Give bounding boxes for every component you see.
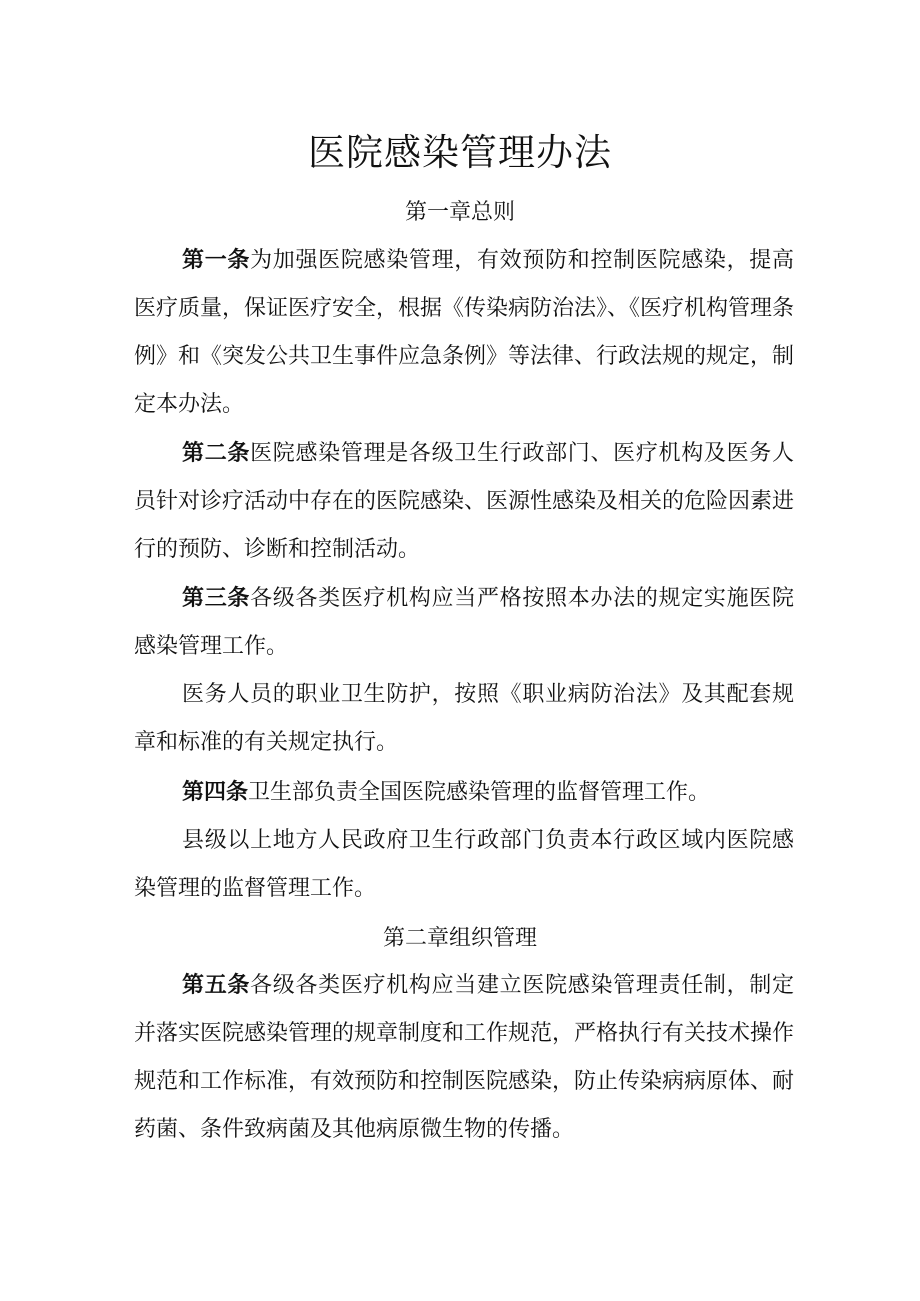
article-text: 各级各类医疗机构应当建立医院感染管理责任制，制定并落实医院感染管理的规章制度和工作规范，严格执行有关技术操作规范和工作标准，有效预防和控制医院感染，防止传染病病原体、耐药菌、条件致病菌及其他病原微生物的传播。 xyxy=(134,973,795,1142)
article-3 xyxy=(134,575,794,671)
article-label: 第五条 xyxy=(182,973,251,998)
article-2 xyxy=(134,430,794,574)
article-5 xyxy=(134,962,794,1154)
article-label: 第四条 xyxy=(182,780,249,805)
article-label: 第一条 xyxy=(182,248,251,273)
article-4 xyxy=(134,769,794,817)
document-title: 医院感染管理办法 xyxy=(308,131,612,174)
article-text: 为加强医院感染管理，有效预防和控制医院感染，提高医疗质量，保证医疗安全，根据《传染病防治法》、《医疗机构管理条例》和《突发公共卫生事件应急条例》等法律、行政法规的规定，制定本办法。 xyxy=(134,248,795,417)
article-4-clause-2 xyxy=(134,817,794,913)
article-label: 第二条 xyxy=(182,441,251,466)
article-3-clause-2 xyxy=(134,671,794,767)
article-1 xyxy=(134,237,794,429)
article-text: 卫生部负责全国医院感染管理的监督管理工作。 xyxy=(248,780,711,805)
article-text: 医务人员的职业卫生防护，按照《职业病防治法》及其配套规章和标准的有关规定执行。 xyxy=(134,682,794,755)
chapter-heading-2: 第二章组织管理 xyxy=(382,926,537,951)
article-text: 县级以上地方人民政府卫生行政部门负责本行政区域内医院感染管理的监督管理工作。 xyxy=(134,828,794,901)
article-label: 第三条 xyxy=(182,586,251,611)
chapter-heading-1: 第一章总则 xyxy=(404,200,515,225)
article-text: 各级各类医疗机构应当严格按照本办法的规定实施医院感染管理工作。 xyxy=(134,586,794,659)
article-text: 医院感染管理是各级卫生行政部门、医疗机构及医务人员针对诊疗活动中存在的医院感染、医源性感染及相关的危险因素进行的预防、诊断和控制活动。 xyxy=(134,441,795,562)
